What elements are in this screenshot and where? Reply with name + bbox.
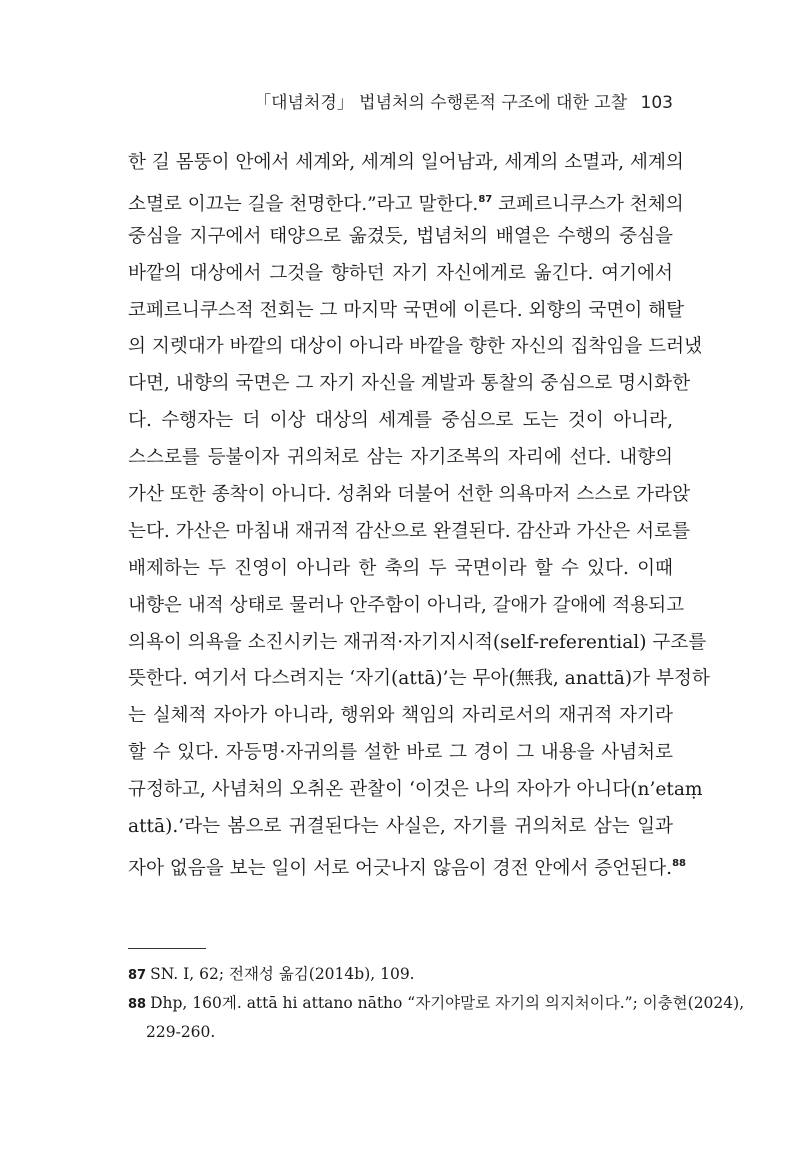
text-line: 중심을 지구에서 태양으로 옮겼듯, 법념처의 배열은 수행의 중심을 bbox=[128, 225, 673, 247]
text-line: 는다. 가산은 마침내 재귀적 감산으로 완결된다. 감산과 가산은 서로를 bbox=[128, 520, 691, 542]
text-line: 가산 또한 종착이 아니다. 성취와 더불어 선한 의욕마저 스스로 가라앉 bbox=[128, 484, 691, 506]
footnote-ref-87[interactable]: 87 bbox=[478, 193, 493, 205]
text-segment: 자아 없음을 보는 일이 서로 어긋나지 않음이 경전 안에서 증언된다. bbox=[128, 857, 673, 879]
text-line: 뜻한다. 여기서 다스려지는 ‘자기(attā)’는 무아(無我, anattā)가 부정하 bbox=[128, 668, 710, 690]
footnote-text: SN. I, 62; 전재성 옮김(2014b), 109. bbox=[150, 965, 415, 983]
page-number: 103 bbox=[640, 93, 673, 113]
footnote-88 bbox=[128, 989, 745, 1018]
text-line: 는 실체적 자아가 아니라, 행위와 책임의 자리로서의 재귀적 자기라 bbox=[128, 705, 673, 727]
text-segment: 소멸로 이끄는 길을 천명한다.”라고 말한다. bbox=[128, 193, 479, 215]
footnote-divider bbox=[128, 948, 206, 949]
footnotes bbox=[128, 960, 745, 1047]
footnote-number: 87 bbox=[128, 968, 147, 983]
running-header bbox=[254, 88, 673, 113]
footnote-number: 88 bbox=[128, 997, 147, 1012]
text-line: 한 길 몸뚱이 안에서 세계와, 세계의 일어남과, 세계의 소멸과, 세계의 bbox=[128, 152, 684, 173]
text-line: 규정하고, 사념처의 오취온 관찰이 ‘이것은 나의 자아가 아니다(n’etaṃ bbox=[128, 779, 703, 801]
text-line: 코페르니쿠스적 전회는 그 마지막 국면에 이른다. 외향의 국면이 해탈 bbox=[128, 299, 685, 321]
footnote-87 bbox=[128, 960, 673, 989]
text-line bbox=[128, 182, 684, 219]
text-line: 다. 수행자는 더 이상 대상의 세계를 중심으로 도는 것이 아니라, bbox=[128, 410, 673, 432]
text-line: 배제하는 두 진영이 아니라 한 축의 두 국면이라 할 수 있다. 이때 bbox=[128, 557, 673, 579]
text-line: 바깥의 대상에서 그것을 향하던 자기 자신에게로 옮긴다. 여기에서 bbox=[128, 262, 673, 284]
text-line: 다면, 내향의 국면은 그 자기 자신을 계발과 통찰의 중심으로 명시화한 bbox=[128, 373, 691, 395]
text-line: attā).’라는 봄으로 귀결된다는 사실은, 자기를 귀의처로 삼는 일과 bbox=[128, 816, 673, 838]
text-line: 의 지렛대가 바깥의 대상이 아니라 바깥을 향한 자신의 집착임을 드러냈 bbox=[128, 336, 703, 358]
text-line: 내향은 내적 상태로 물러나 안주함이 아니라, 갈애가 갈애에 적용되고 bbox=[128, 594, 685, 616]
text-line: 할 수 있다. 자등명·자귀의를 설한 바로 그 경이 그 내용을 사념처로 bbox=[128, 742, 673, 764]
footnote-text: Dhp, 160게. attā hi attano nātho “자기야말로 자기의 의지처이다.”; 이충현(2024), bbox=[150, 994, 745, 1012]
text-line: 의욕이 의욕을 소진시키는 재귀적·자기지시적(self-referential) 구조를 bbox=[128, 631, 707, 653]
footnote-88-continued: 229-260. bbox=[146, 1023, 216, 1041]
text-line: 스스로를 등불이자 귀의처로 삼는 자기조복의 자리에 선다. 내향의 bbox=[128, 447, 673, 469]
footnote-ref-88[interactable]: 88 bbox=[672, 857, 686, 869]
body-text bbox=[128, 145, 710, 883]
text-segment: 코페르니쿠스가 천체의 bbox=[498, 193, 684, 215]
running-title: 「대념처경」 법념처의 수행론적 구조에 대한 고찰 bbox=[254, 93, 628, 113]
text-line bbox=[128, 846, 686, 883]
